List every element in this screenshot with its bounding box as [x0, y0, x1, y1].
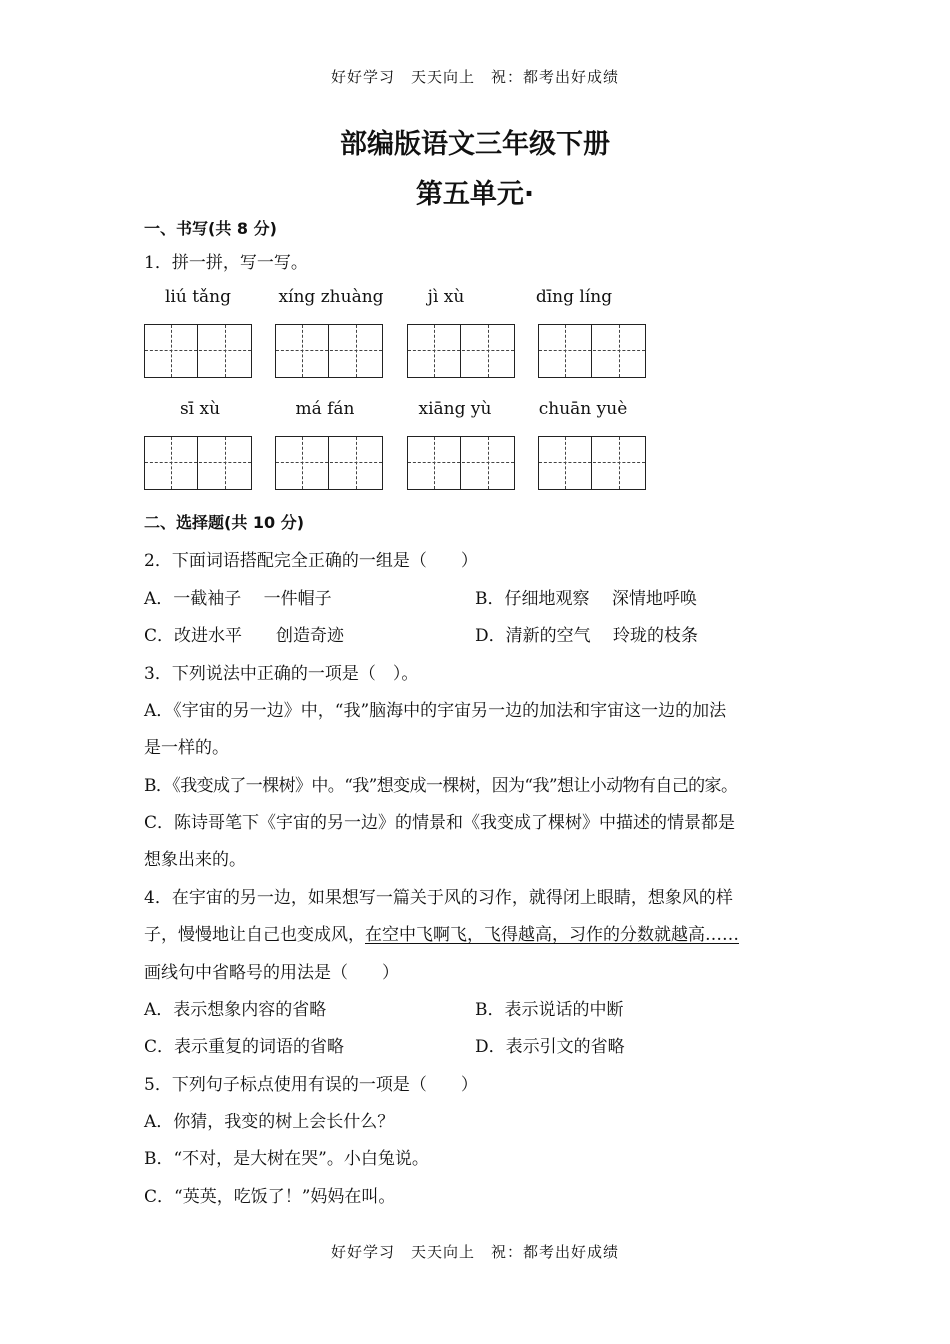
question-4-prompt: 画线句中省略号的用法是（ ）	[144, 963, 399, 983]
question-5-option-c: C．“英英，吃饭了！”妈妈在叫。	[144, 1187, 396, 1207]
unit-title: 第五单元·	[415, 179, 535, 210]
underlined-sentence: 在空中飞啊飞，飞得越高，习作的分数就越高……	[365, 925, 739, 945]
question-5-option-b: B．“不对，是大树在哭”。小白兔说。	[144, 1149, 429, 1169]
writing-grid[interactable]	[144, 436, 252, 490]
pinyin-label: chuān yuè	[538, 399, 628, 419]
writing-grid[interactable]	[275, 324, 383, 378]
pinyin-label: xiāng yù	[418, 399, 492, 419]
question-4-option-b: B．表示说话的中断	[475, 1000, 624, 1020]
question-4-stem: 4．在宇宙的另一边，如果想写一篇关于风的习作，就得闭上眼睛，想象风的样	[144, 888, 733, 908]
writing-grid[interactable]	[538, 436, 646, 490]
pinyin-label: jì xù	[427, 287, 465, 307]
question-4-stem-cont	[144, 920, 739, 945]
question-3-option-b: B．《我变成了一棵树》中。“我”想变成一棵树，因为“我”想让小动物有自己的家。	[144, 776, 738, 796]
question-2-option-c: C．改进水平 创造奇迹	[144, 626, 345, 646]
question-3-stem: 3．下列说法中正确的一项是（ ）。	[144, 664, 419, 684]
question-2-option-a: A．一截袖子 一件帽子	[144, 589, 332, 609]
question-2-option-d: D．清新的空气 玲珑的枝条	[475, 626, 699, 646]
question-4-option-c: C．表示重复的词语的省略	[144, 1037, 345, 1057]
pinyin-label: dīng líng	[535, 287, 613, 307]
question-4-option-a: A．表示想象内容的省略	[144, 1000, 327, 1020]
question-3-option-c-cont: 想象出来的。	[144, 850, 246, 870]
question-1: 1．拼一拼，写一写。	[144, 253, 308, 273]
writing-grid[interactable]	[407, 324, 515, 378]
question-3-option-c: C．陈诗哥笔下《宇宙的另一边》的情景和《我变成了棵树》中描述的情景都是	[144, 813, 736, 833]
pinyin-label: liú tǎng	[164, 287, 232, 307]
page-title: 部编版语文三年级下册	[340, 129, 610, 160]
footer-motto: 好好学习 天天向上 祝：都考出好成绩	[330, 1243, 619, 1261]
question-2-option-b: B．仔细地观察 深情地呼唤	[475, 589, 697, 609]
question-5-option-a: A．你猜，我变的树上会长什么？	[144, 1112, 395, 1132]
question-3-option-a-cont: 是一样的。	[144, 738, 229, 758]
question-5-stem: 5．下列句子标点使用有误的一项是（ ）	[144, 1075, 478, 1095]
pinyin-label: xíng zhuàng	[278, 287, 384, 307]
writing-grid[interactable]	[275, 436, 383, 490]
question-4-text: 子，慢慢地让自己也变成风，	[144, 925, 365, 945]
writing-grid[interactable]	[144, 324, 252, 378]
header-motto: 好好学习 天天向上 祝：都考出好成绩	[330, 68, 619, 86]
question-2-stem: 2．下面词语搭配完全正确的一组是（ ）	[144, 551, 478, 571]
writing-grid[interactable]	[538, 324, 646, 378]
question-4-option-d: D．表示引文的省略	[475, 1037, 625, 1057]
question-3-option-a: A．《宇宙的另一边》中，“我”脑海中的宇宙另一边的加法和宇宙这一边的加法	[144, 701, 727, 721]
writing-grid[interactable]	[407, 436, 515, 490]
section2-heading: 二、选择题(共 10 分)	[144, 513, 305, 532]
pinyin-label: má fán	[295, 399, 355, 419]
pinyin-label: sī xù	[179, 399, 221, 419]
section1-heading: 一、书写(共 8 分)	[144, 219, 277, 238]
